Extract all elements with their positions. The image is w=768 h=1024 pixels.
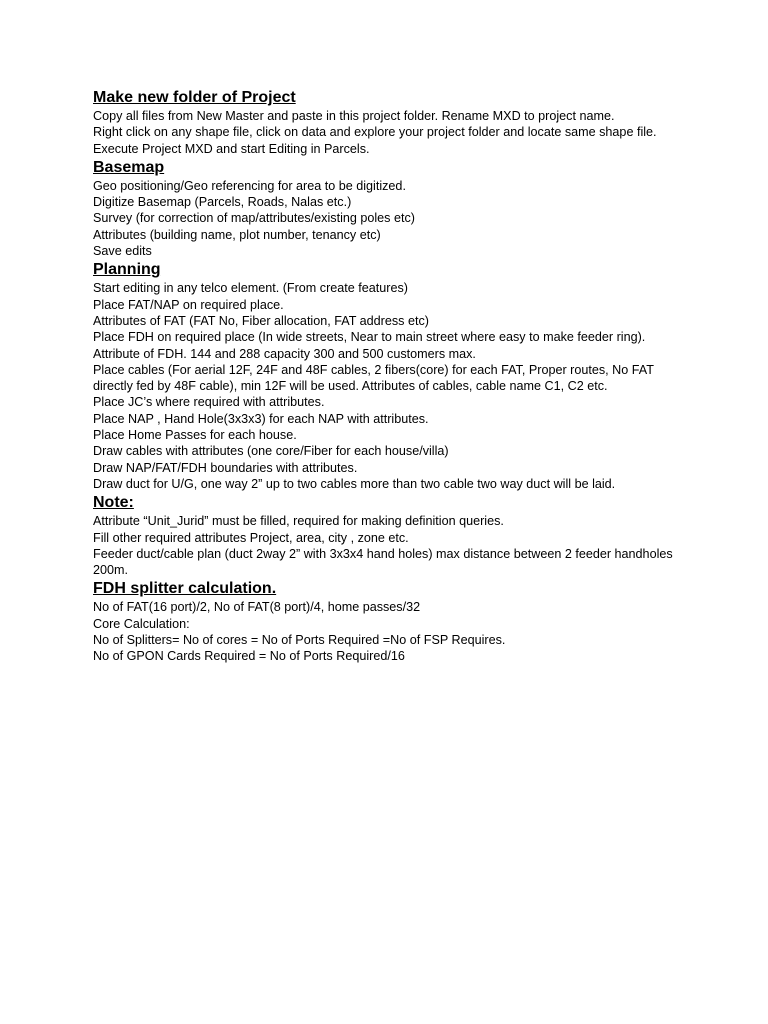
text-line: Geo positioning/Geo referencing for area to be digitized. [93,178,406,193]
text-line: Attributes of FAT (FAT No, Fiber allocation, FAT address etc) [93,313,429,328]
text-line: Place NAP , Hand Hole(3x3x3) for each NAP with attributes. [93,411,429,426]
text-line: Draw duct for U/G, one way 2” up to two cables more than two cable two way duct will be laid. [93,476,616,491]
text-line: Survey (for correction of map/attributes/existing poles etc) [93,211,415,226]
text-line: Place FAT/NAP on required place. [93,297,284,312]
text-line: Place JC’s where required with attributes. [93,395,325,410]
text-line: Draw cables with attributes (one core/Fiber for each house/villa) [93,444,449,459]
section-note [93,493,693,578]
text-line: Feeder duct/cable plan (duct 2way 2” with 3x3x4 hand holes) max distance between 2 feeder handholes 200m. [93,546,673,578]
text-line: Copy all files from New Master and paste in this project folder. Rename MXD to project name. [93,109,615,123]
text-line: Place Home Passes for each house. [93,428,297,443]
text-line: Right click on any shape file, click on data and explore your project folder and locate same shape file. [93,125,657,140]
text-line: Attributes (building name, plot number, tenancy etc) [93,227,381,242]
text-line: Draw NAP/FAT/FDH boundaries with attributes. [93,460,358,475]
text-line: No of GPON Cards Required = No of Ports Required/16 [93,649,405,664]
section-fdh-splitter [93,579,693,664]
text-line: Fill other required attributes Project, area, city , zone etc. [93,530,409,545]
section-planning [93,260,693,492]
text-line: Place FDH on required place (In wide streets, Near to main street where easy to make feeder ring). [93,330,646,345]
text-line: Place cables (For aerial 12F, 24F and 48F cables, 2 fibers(core) for each FAT, Proper routes, No FAT directly fed by 48F cable), min 12F will be used. Attributes of cables, cable name C1, C2 etc. [93,362,654,394]
text-line: Execute Project MXD and start Editing in Parcels. [93,141,370,156]
section-heading: Planning [93,261,161,279]
text-line: Attribute of FDH. 144 and 288 capacity 300 and 500 customers max. [93,346,476,361]
section-heading: Basemap [93,158,165,176]
section-heading: Make new folder of Project [93,89,296,106]
text-line: Attribute “Unit_Jurid” must be filled, required for making definition queries. [93,514,504,529]
section-basemap [93,158,693,259]
text-line: No of FAT(16 port)/2, No of FAT(8 port)/4, home passes/32 [93,600,421,615]
section-heading: Note: [93,494,134,512]
text-line: No of Splitters= No of cores = No of Ports Required =No of FSP Requires. [93,633,506,648]
text-line: Save edits [93,244,152,259]
text-line: Start editing in any telco element. (From create features) [93,281,408,296]
document-page [93,88,693,665]
text-line: Core Calculation: [93,616,190,631]
section-make-new-folder [93,88,693,157]
section-heading: FDH splitter calculation. [93,580,277,598]
text-line: Digitize Basemap (Parcels, Roads, Nalas etc.) [93,195,352,210]
